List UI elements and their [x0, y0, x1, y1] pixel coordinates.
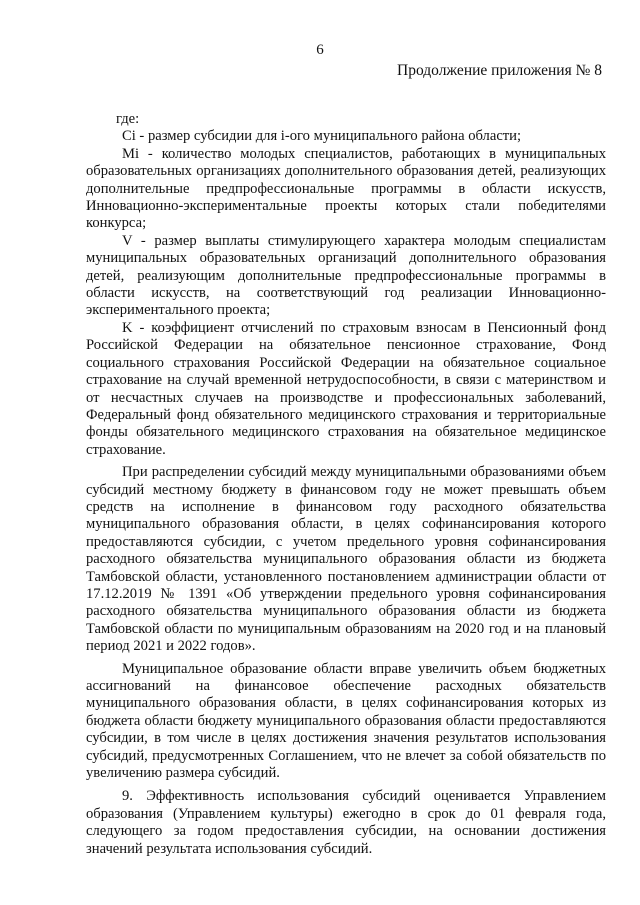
paragraph-ci-definition: Ci - размер субсидии для i-ого муниципального района области;	[122, 128, 522, 145]
paragraph-distribution: При распределении субсидий между муниципальными образованиями объем субсидий местному бюджету в финансовом году не может превышать объем средств на исполнение в финансовом году расходного обязательства муниципального образования области, в целях софинансирования которого предоставляются субсидии, с учетом предельного уровня софинансирования расходного обязательства муниципального образования области из бюджета Тамбовской области, установленного постановлением администрации области от 17.12.2019 № 1391 «Об утверждении предельного уровня софинансирования расходного обязательства муниципального образования области из бюджета Тамбовской области по муниципальным образованиям на 2020 год и на плановый период 2021 и 2022 годов».	[86, 464, 606, 655]
paragraph-municipal-increase: Муниципальное образование области вправе увеличить объем бюджетных ассигнований на финансовое обеспечение расходных обязательств муниципального образования области, в целях софинансирования которых из бюджета области бюджету муниципального образования области предоставляются субсидии, в том числе в целях достижения значения результатов использования субсидий, предусмотренных Соглашением, что не влечет за собой обязательств по увеличению размера субсидий.	[86, 660, 606, 782]
paragraph-where: где:	[116, 111, 140, 127]
paragraph-v-definition: V - размер выплаты стимулирующего характера молодым специалистам муниципальных образовательных организаций дополнительного образования детей, реализующим дополнительные предпрофессиональные программы в области искусств, на соответствующий год реализации Инновационно-экспериментального проекта;	[86, 232, 606, 319]
paragraph-effectiveness: 9. Эффективность использования субсидий оценивается Управлением образования (Управлением культуры) ежегодно в срок до 01 февраля года, следующего за годом предоставления субсидии, на основании достижения значений результата использования субсидий.	[86, 788, 606, 857]
page-number: 6	[316, 42, 324, 58]
appendix-note: Продолжение приложения № 8	[397, 62, 602, 79]
document-body	[86, 111, 606, 858]
paragraph-mi-definition: Mi - количество молодых специалистов, работающих в муниципальных образовательных организациях дополнительного образования детей, реализующих дополнительные предпрофессиональные программы в области искусств, Инновационно-экспериментальные проекты которых стали победителями конкурса;	[86, 145, 606, 232]
paragraph-k-definition: K - коэффициент отчислений по страховым взносам в Пенсионный фонд Российской Федерации на обязательное пенсионное страхование, Фонд социального страхования Российской Федерации на обязательное социальное страхование на случай временной нетрудоспособности, в связи с материнством и от несчастных случаев на производстве и профессиональных заболеваний, Федеральный фонд обязательного медицинского страхования и территориальные фонды обязательного медицинского страхования на обязательное медицинское страхование.	[86, 319, 606, 458]
